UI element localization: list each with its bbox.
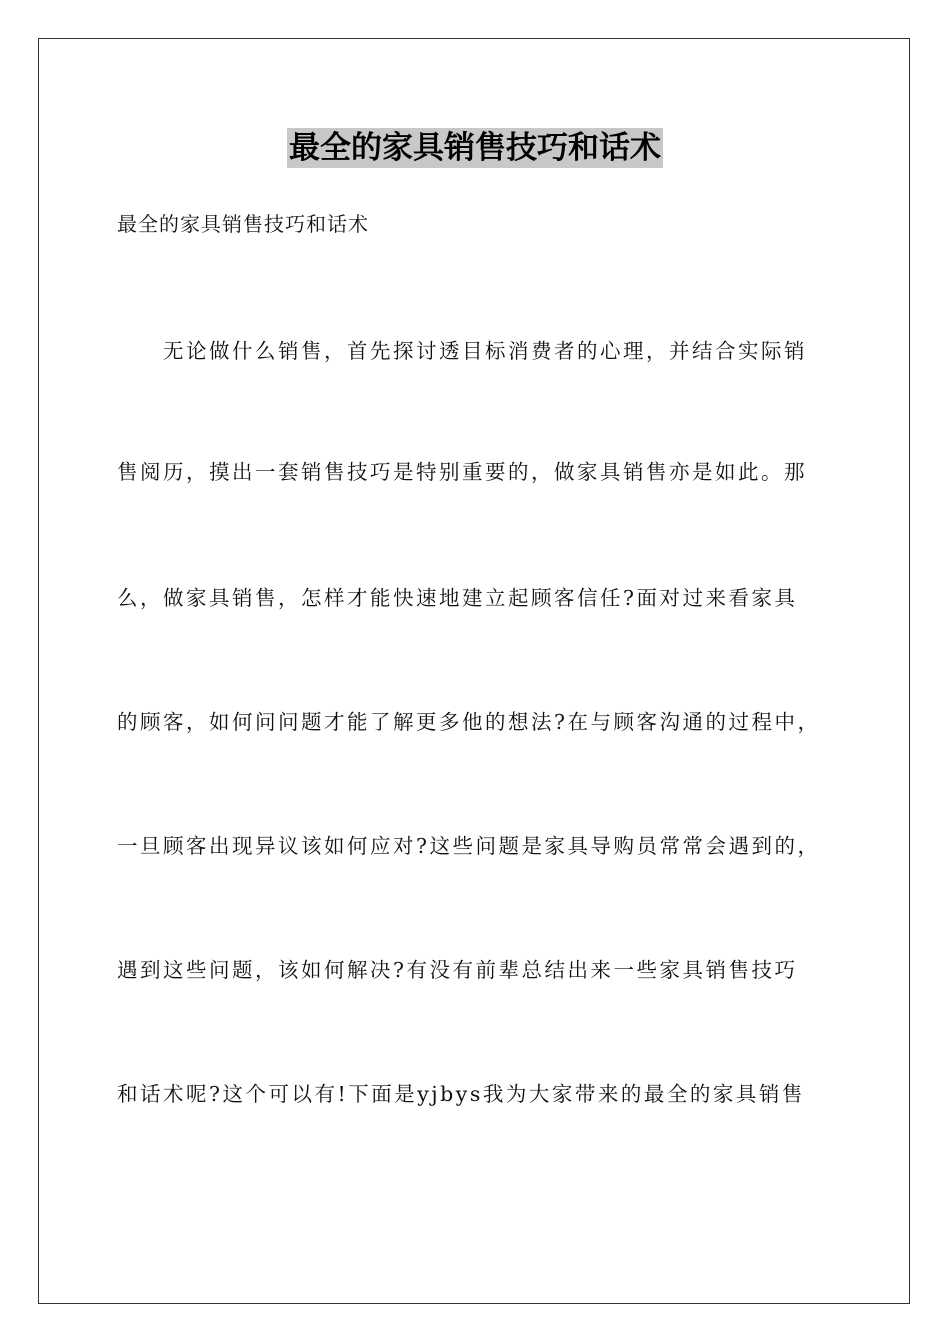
paragraph-line-3: 么，做家具销售，怎样才能快速地建立起顾客信任?面对过来看家具 xyxy=(117,586,798,610)
document-title: 最全的家具销售技巧和话术 xyxy=(289,130,661,166)
paragraph-line-5: 一旦顾客出现异议该如何应对?这些问题是家具导购员常常会遇到的， xyxy=(117,834,821,858)
paragraph-line-4: 的顾客，如何问问题才能了解更多他的想法?在与顾客沟通的过程中， xyxy=(117,710,821,734)
paragraph-line-1: 无论做什么销售，首先探讨透目标消费者的心理，并结合实际销 xyxy=(163,339,807,363)
document-subtitle: 最全的家具销售技巧和话术 xyxy=(117,212,369,236)
title-container xyxy=(0,128,950,168)
paragraph-line-7: 和话术呢?这个可以有!下面是yjbys我为大家带来的最全的家具销售 xyxy=(117,1082,805,1106)
paragraph-line-2: 售阅历，摸出一套销售技巧是特别重要的，做家具销售亦是如此。那 xyxy=(117,460,807,484)
paragraph-line-6: 遇到这些问题，该如何解决?有没有前辈总结出来一些家具销售技巧 xyxy=(117,958,798,982)
